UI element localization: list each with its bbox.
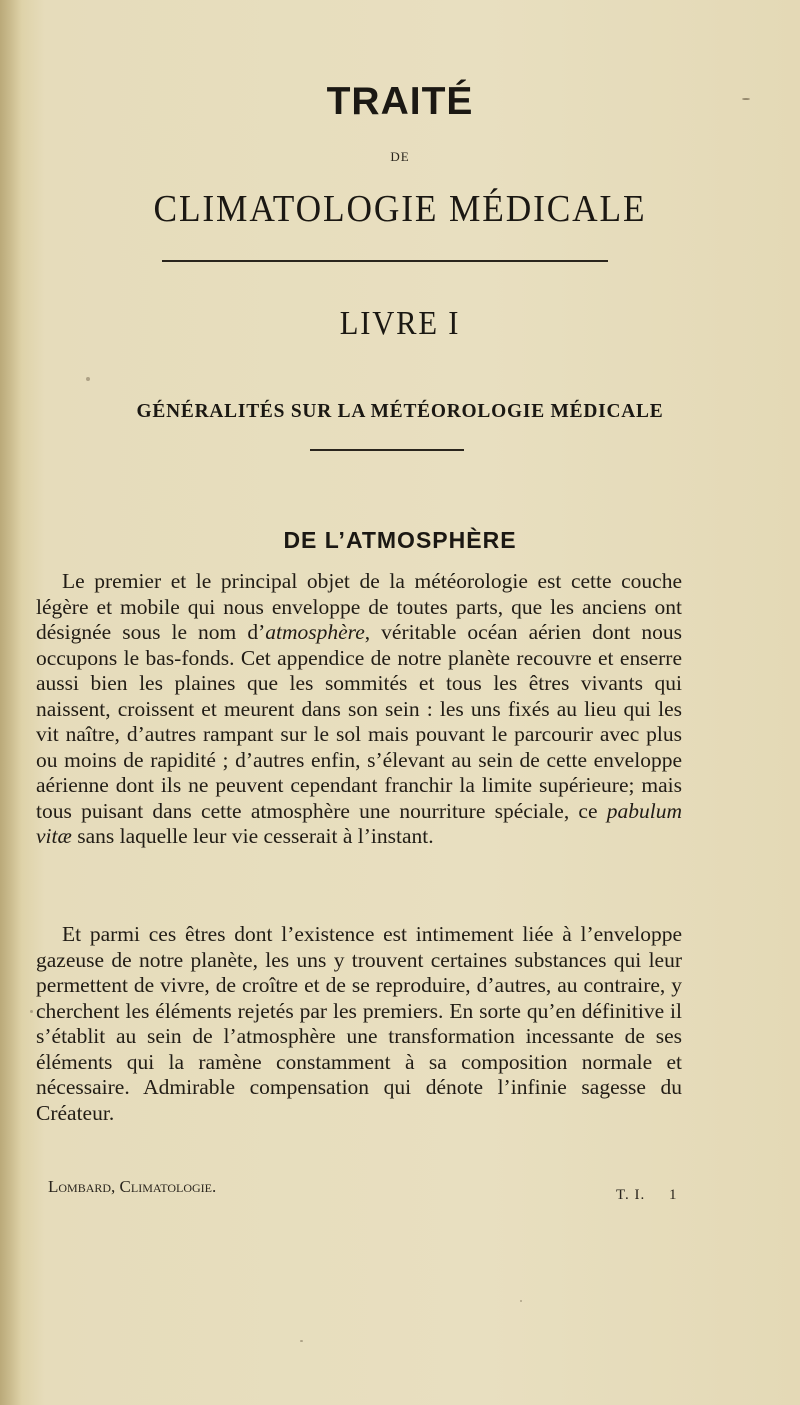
paragraph-1-italic-atmosphere: atmosphère (265, 620, 365, 644)
paragraph-1-text-a: Le premier et le principal objet de la météorologie est cette couche légère et mobile qui nous enveloppe de toutes parts, que les anciens ont désignée sous le nom d’ (36, 569, 682, 644)
title-divider (162, 260, 608, 262)
page-binding-shadow (0, 0, 22, 1405)
paragraph-2: Et parmi ces êtres dont l’existence est intimement liée à l’enveloppe gazeuse de notre planète, les uns y trouvent certaines substances qui leur permettent de vivre, de croître et de se reproduire, d’autres, au contraire, y cherchent les éléments rejetés par les premiers. En sorte qu’en définitive il s’établit au sein de l’atmosphère une transformation incessante de ses éléments qui la ramène constamment à sa composition normale et nécessaire. Admirable compensation qui dénote l’infinie sagesse du Créateur. (36, 922, 682, 1125)
book-heading: GÉNÉRALITÉS SUR LA MÉTÉOROLOGIE MÉDICALE (136, 400, 664, 422)
paragraph-1-text-b: , véritable océan aérien dont nous occupons le bas-fonds. Cet appendice de notre planète recouvre et enserre aussi bien les plaines que les sommités et tous les êtres vivants qui naissent, croissent et meurent dans son sein : les uns fixés au lieu qui les vit naître, d’autres rampant sur le sol mais pouvant le parcourir avec plus ou moins de rapidité ; d’autres enfin, s’élevant au sein de cette enveloppe aérienne dont ils ne peuvent cependant franchir la limite supérieure; mais tous puisant dans cette atmosphère une nourriture spéciale, ce (36, 620, 682, 823)
book-label: LIVRE I (339, 305, 461, 342)
page-subtitle: CLIMATOLOGIE MÉDICALE (153, 188, 647, 230)
section-divider (310, 449, 464, 451)
paragraph-1-text-c: sans laquelle leur vie cesserait à l’instant. (71, 824, 434, 848)
page-title: TRAITÉ (326, 80, 474, 123)
footer-signature: Lombard, Climatologie. (48, 1177, 217, 1196)
paragraph-1 (36, 569, 682, 850)
title-connector: DE (390, 149, 410, 164)
paragraph-1-italic-pabulum: pabulum vitæ (36, 798, 682, 848)
footer-page-mark: T. I. 1 (616, 1187, 678, 1203)
section-heading: DE L’ATMOSPHÈRE (283, 527, 517, 553)
